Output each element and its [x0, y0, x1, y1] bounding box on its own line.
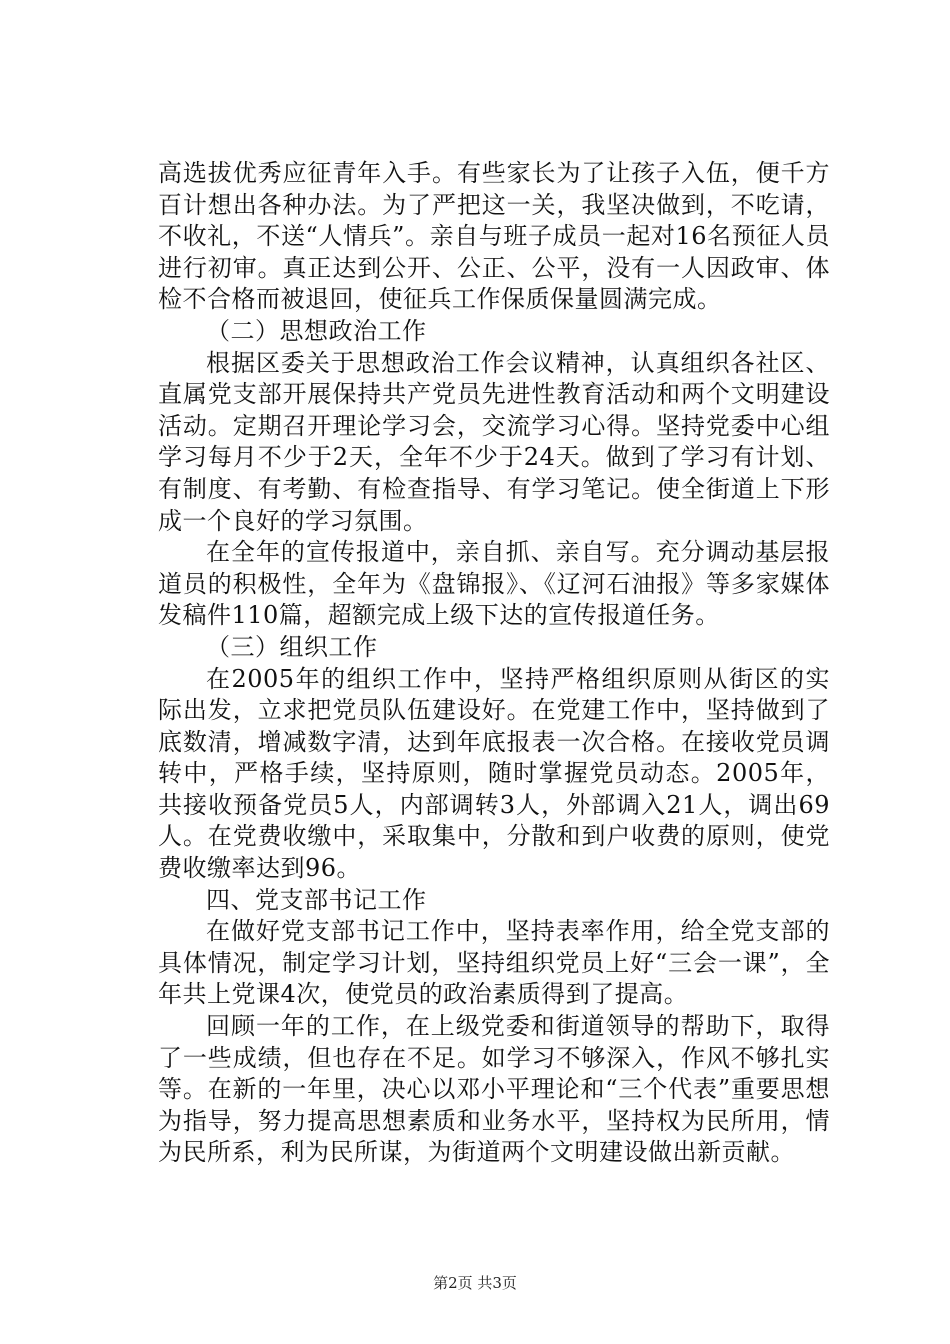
paragraph-conscription: 高选拔优秀应征青年入手。有些家长为了让孩子入伍，便千方百计想出各种办法。为了严把这一关，我坚决做到，不吃请，不收礼，不送“人情兵”。亲自与班子成员一起对16名预征人员进行初审。真正达到公开、公正、公平，没有一人因政审、体检不合格而被退回，使征兵工作保质保量圆满完成。	[158, 159, 830, 314]
document-body	[158, 158, 830, 1169]
paragraph-publicity: 在全年的宣传报道中，亲自抓、亲自写。充分调动基层报道员的积极性，全年为《盘锦报》、《辽河石油报》等多家媒体发稿件110篇，超额完成上级下达的宣传报道任务。	[158, 538, 830, 630]
heading-party-secretary-work: 四、党支部书记工作	[206, 885, 427, 914]
heading-organization-work: （三）组织工作	[206, 632, 378, 661]
heading-ideological-work: （二）思想政治工作	[206, 316, 427, 345]
paragraph-review: 回顾一年的工作，在上级党委和街道领导的帮助下，取得了一些成绩，但也存在不足。如学习不够深入，作风不够扎实等。在新的一年里，决心以邓小平理论和“三个代表”重要思想为指导，努力提高思想素质和业务水平，坚持权为民所用，情为民所系，利为民所谋，为街道两个文明建设做出新贡献。	[158, 1012, 830, 1167]
paragraph-party-secretary-work: 在做好党支部书记工作中，坚持表率作用，给全党支部的具体情况，制定学习计划，坚持组织党员上好“三会一课”，全年共上党课4次，使党员的政治素质得到了提高。	[158, 917, 830, 1009]
paragraph-organization-work: 在2005年的组织工作中，坚持严格组织原则从街区的实际出发，立求把党员队伍建设好。在党建工作中，坚持做到了底数清，增减数字清，达到年底报表一次合格。在接收党员调转中，严格手续，坚持原则，随时掌握党员动态。2005年，共接收预备党员5人，内部调转3人，外部调入21人，调出69人。在党费收缴中，采取集中，分散和到户收费的原则，使党费收缴率达到96。	[158, 664, 830, 883]
paragraph-ideological-work: 根据区委关于思想政治工作会议精神，认真组织各社区、直属党支部开展保持共产党员先进性教育活动和两个文明建设活动。定期召开理论学习会，交流学习心得。坚持党委中心组学习每月不少于2天，全年不少于24天。做到了学习有计划、有制度、有考勤、有检查指导、有学习笔记。使全街道上下形成一个良好的学习氛围。	[158, 348, 830, 535]
page-footer: 第2页 共3页	[433, 1274, 517, 1292]
